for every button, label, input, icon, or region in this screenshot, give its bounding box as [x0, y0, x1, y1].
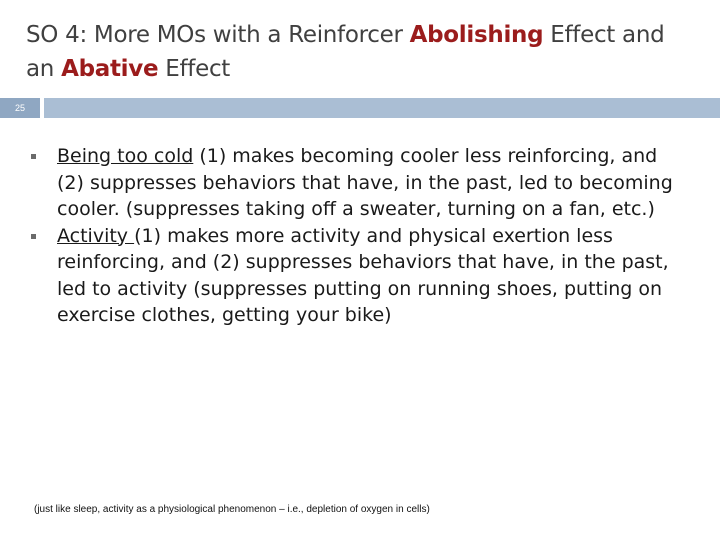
slide-number-bar	[0, 98, 720, 118]
title-text-1: SO 4: More MOs with a Reinforcer	[26, 22, 410, 48]
slide-number: 25	[0, 98, 40, 118]
title-text-3: Effect	[158, 56, 231, 82]
bullet-term: Being too cold	[57, 145, 194, 167]
header-divider-bar	[44, 98, 720, 118]
bullet-term: Activity	[57, 224, 135, 247]
footnote: (just like sleep, activity as a physiological phenomenon – i.e., depletion of oxygen in cells)	[34, 504, 430, 515]
title-text-2: Effect and an	[26, 22, 665, 82]
slide-title	[26, 18, 696, 86]
bullet-text: (1) makes more activity and physical exertion less reinforcing, and (2) suppresses behaviors that have, in the past, led to activity (suppresses putting on running shoes, putting on exercise clothes, getting your bike)	[57, 224, 669, 326]
bullet-text: (1) makes becoming cooler less reinforcing, and (2) suppresses behaviors that have, in the past, led to becoming cooler. (suppresses taking off a sweater, turning on a fan, etc.)	[57, 145, 673, 220]
bullet-item-activity	[26, 223, 686, 329]
square-bullet-icon	[31, 234, 36, 239]
bullet-list	[26, 143, 686, 329]
square-bullet-icon	[31, 154, 36, 159]
title-emphasis-abative: Abative	[61, 56, 159, 82]
bullet-item-too-cold	[26, 143, 686, 223]
title-emphasis-abolishing: Abolishing	[409, 22, 544, 48]
